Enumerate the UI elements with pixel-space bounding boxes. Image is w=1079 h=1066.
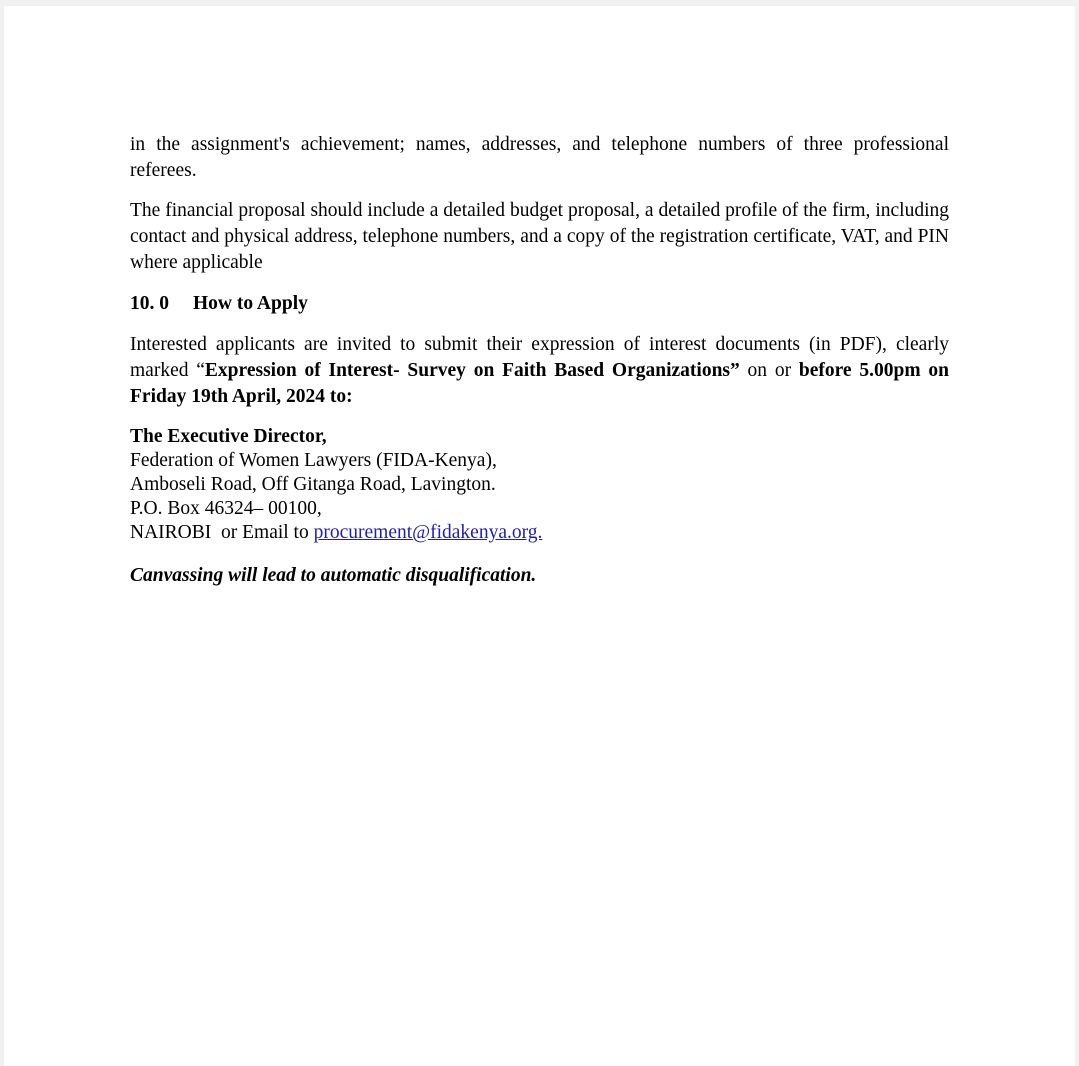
paragraph-referees: in the assignment's achievement; names, addresses, and telephone numbers of three professional referees.	[130, 134, 949, 181]
email-link[interactable]: procurement@fidakenya.org.	[313, 522, 543, 543]
apply-intro-text: Interested applicants are invited to submit their expression of interest documents (in PDF), clearly marked “	[130, 334, 949, 381]
paragraph-financial-proposal: The financial proposal should include a detailed budget proposal, a detailed profile of the firm, including contact and physical address, telephone numbers, and a copy of the registration certificate, VAT, and PIN where applicable	[130, 200, 949, 273]
closing-note: Canvassing will lead to automatic disqualification.	[130, 565, 537, 586]
address-recipient: The Executive Director,	[130, 426, 327, 447]
section-title: How to Apply	[193, 293, 308, 314]
document-body	[130, 132, 949, 589]
apply-subject-text: Expression of Interest- Survey on Faith Based Organizations”	[204, 360, 740, 381]
apply-mid-text: on or	[739, 360, 799, 381]
address-line-po-box: P.O. Box 46324– 00100,	[130, 498, 322, 519]
section-heading	[130, 291, 949, 317]
address-line-city-email	[130, 521, 949, 545]
paragraph-how-to-apply	[130, 332, 949, 410]
apply-deadline-text: before 5.00pm on Friday 19th April, 2024 to:	[130, 360, 949, 407]
document-page	[4, 6, 1075, 1066]
address-line-street: Amboseli Road, Off Gitanga Road, Lavington.	[130, 474, 496, 495]
address-city-prefix: NAIROBI or Email to	[130, 522, 314, 543]
address-line-organization: Federation of Women Lawyers (FIDA-Kenya),	[130, 450, 497, 471]
section-number: 10. 0	[130, 293, 169, 314]
address-block	[130, 425, 949, 545]
